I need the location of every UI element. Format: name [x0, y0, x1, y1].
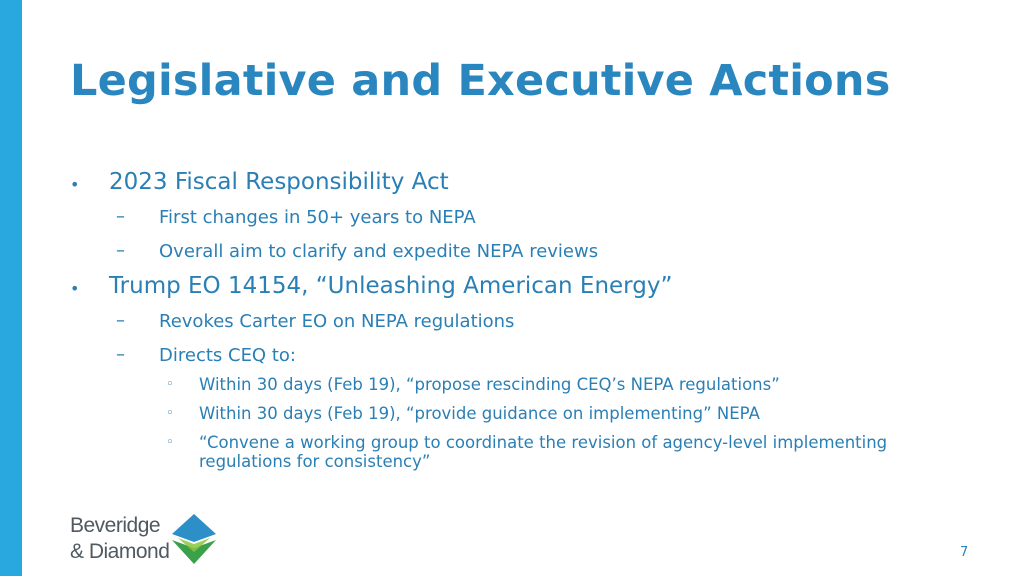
sub-bullet-item: Overall aim to clarify and expedite NEPA reviews — [159, 241, 599, 262]
sub-bullet-item: Revokes Carter EO on NEPA regulations — [159, 311, 515, 332]
sub-sub-bullet-marker: ◦ — [166, 435, 174, 450]
sub-sub-bullet-marker: ◦ — [166, 406, 174, 421]
sub-sub-bullet-item: Within 30 days (Feb 19), “propose rescinding CEQ’s NEPA regulations” — [199, 375, 780, 394]
slide-title: Legislative and Executive Actions — [70, 56, 891, 106]
bullet-item: Trump EO 14154, “Unleashing American Energy” — [109, 273, 673, 299]
sub-bullet-marker: – — [116, 310, 125, 331]
sub-bullet-marker: – — [116, 344, 125, 365]
sub-sub-bullet-item: “Convene a working group to coordinate the revision of agency-level implementing regulations for consistency” — [199, 433, 888, 471]
page-number: 7 — [960, 545, 969, 560]
diamond-logo-icon — [170, 512, 218, 566]
logo-text-line2: & Diamond — [70, 540, 170, 563]
bullet-item: 2023 Fiscal Responsibility Act — [109, 169, 449, 195]
sub-sub-bullet-item: Within 30 days (Feb 19), “provide guidance on implementing” NEPA — [199, 404, 760, 423]
logo-text-line1: Beveridge — [70, 514, 161, 537]
sub-bullet-marker: – — [116, 206, 125, 227]
bullet-marker: • — [70, 279, 80, 298]
sub-sub-bullet-marker: ◦ — [166, 377, 174, 392]
bullet-marker: • — [70, 175, 80, 194]
sub-bullet-item: First changes in 50+ years to NEPA — [159, 207, 476, 228]
company-logo — [70, 510, 220, 568]
sub-bullet-item: Directs CEQ to: — [159, 345, 296, 366]
sub-bullet-marker: – — [116, 240, 125, 261]
